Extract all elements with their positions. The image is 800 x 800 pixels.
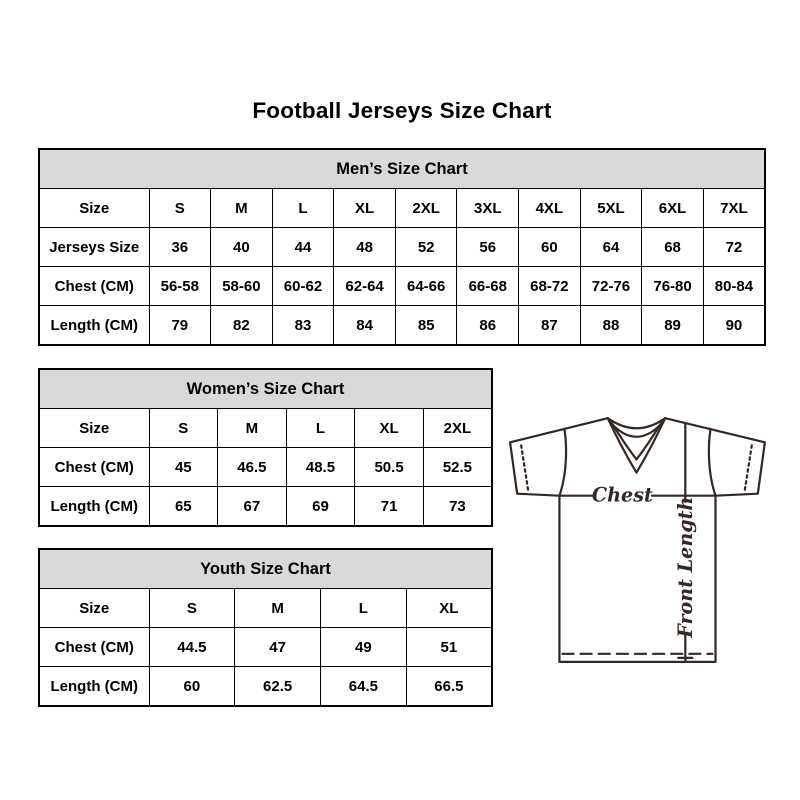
- value-cell: 65: [149, 487, 218, 527]
- size-cell: XL: [406, 589, 492, 628]
- womens-table-title: Women’s Size Chart: [39, 369, 492, 409]
- row-header-cell: Length (CM): [39, 306, 149, 346]
- value-cell: 45: [149, 448, 218, 487]
- jersey-right-armhole-seam: [709, 429, 716, 496]
- youth-size-table: [38, 548, 493, 707]
- value-cell: 76-80: [642, 267, 704, 306]
- value-cell: 90: [703, 306, 765, 346]
- jersey-measurement-diagram: [503, 396, 779, 680]
- row-header-cell: Size: [39, 589, 149, 628]
- value-cell: 46.5: [218, 448, 287, 487]
- value-cell: 69: [286, 487, 355, 527]
- value-cell: 84: [334, 306, 396, 346]
- table-row: [39, 149, 765, 189]
- value-cell: 50.5: [355, 448, 424, 487]
- value-cell: 71: [355, 487, 424, 527]
- size-cell: M: [218, 409, 287, 448]
- page-title: Football Jerseys Size Chart: [252, 98, 552, 123]
- size-cell: S: [149, 409, 218, 448]
- value-cell: 62-64: [334, 267, 396, 306]
- table-row: [39, 487, 492, 527]
- value-cell: 36: [149, 228, 211, 267]
- table-row: [39, 267, 765, 306]
- row-header-cell: Jerseys Size: [39, 228, 149, 267]
- value-cell: 86: [457, 306, 519, 346]
- value-cell: 49: [321, 628, 407, 667]
- table-row: [39, 448, 492, 487]
- size-cell: 4XL: [519, 189, 581, 228]
- value-cell: 64-66: [395, 267, 457, 306]
- womens-size-table: [38, 368, 493, 527]
- row-header-cell: Chest (CM): [39, 448, 149, 487]
- value-cell: 88: [580, 306, 642, 346]
- value-cell: 72-76: [580, 267, 642, 306]
- value-cell: 85: [395, 306, 457, 346]
- value-cell: 79: [149, 306, 211, 346]
- size-cell: L: [272, 189, 334, 228]
- value-cell: 60: [149, 667, 235, 707]
- table-row: [39, 667, 492, 707]
- value-cell: 68-72: [519, 267, 581, 306]
- value-cell: 51: [406, 628, 492, 667]
- size-cell: XL: [334, 189, 396, 228]
- value-cell: 64.5: [321, 667, 407, 707]
- size-cell: L: [286, 409, 355, 448]
- size-cell: M: [211, 189, 273, 228]
- table-row: [39, 369, 492, 409]
- jersey-right-cuff-stitch-dotted: [745, 445, 752, 490]
- value-cell: 68: [642, 228, 704, 267]
- size-cell: M: [235, 589, 321, 628]
- value-cell: 64: [580, 228, 642, 267]
- value-cell: 73: [423, 487, 492, 527]
- size-cell: 3XL: [457, 189, 519, 228]
- value-cell: 66.5: [406, 667, 492, 707]
- value-cell: 52.5: [423, 448, 492, 487]
- size-cell: XL: [355, 409, 424, 448]
- size-cell: 5XL: [580, 189, 642, 228]
- table-row: [39, 228, 765, 267]
- table-row: [39, 628, 492, 667]
- front-length-label: Front Length: [673, 496, 697, 638]
- mens-size-table: [38, 148, 766, 346]
- value-cell: 67: [218, 487, 287, 527]
- value-cell: 44: [272, 228, 334, 267]
- value-cell: 48: [334, 228, 396, 267]
- value-cell: 48.5: [286, 448, 355, 487]
- value-cell: 72: [703, 228, 765, 267]
- row-header-cell: Chest (CM): [39, 267, 149, 306]
- row-header-cell: Length (CM): [39, 487, 149, 527]
- row-header-cell: Size: [39, 409, 149, 448]
- value-cell: 47: [235, 628, 321, 667]
- value-cell: 80-84: [703, 267, 765, 306]
- jersey-left-cuff-stitch-dotted: [521, 445, 528, 490]
- table-row: [39, 189, 765, 228]
- value-cell: 87: [519, 306, 581, 346]
- size-cell: 2XL: [395, 189, 457, 228]
- value-cell: 82: [211, 306, 273, 346]
- value-cell: 52: [395, 228, 457, 267]
- youth-table-title: Youth Size Chart: [39, 549, 492, 589]
- value-cell: 83: [272, 306, 334, 346]
- size-cell: 2XL: [423, 409, 492, 448]
- jersey-collar-outer-v: [608, 418, 665, 472]
- value-cell: 56-58: [149, 267, 211, 306]
- value-cell: 60: [519, 228, 581, 267]
- value-cell: 66-68: [457, 267, 519, 306]
- row-header-cell: Length (CM): [39, 667, 149, 707]
- value-cell: 40: [211, 228, 273, 267]
- table-row: [39, 589, 492, 628]
- size-cell: 6XL: [642, 189, 704, 228]
- value-cell: 44.5: [149, 628, 235, 667]
- size-cell: S: [149, 189, 211, 228]
- value-cell: 56: [457, 228, 519, 267]
- row-header-cell: Chest (CM): [39, 628, 149, 667]
- size-cell: 7XL: [703, 189, 765, 228]
- chest-label: Chest: [591, 483, 653, 507]
- jersey-collar-back-curve: [608, 418, 665, 428]
- table-row: [39, 409, 492, 448]
- mens-table-title: Men’s Size Chart: [39, 149, 765, 189]
- value-cell: 60-62: [272, 267, 334, 306]
- value-cell: 58-60: [211, 267, 273, 306]
- size-cell: L: [321, 589, 407, 628]
- size-cell: S: [149, 589, 235, 628]
- table-row: [39, 549, 492, 589]
- value-cell: 62.5: [235, 667, 321, 707]
- row-header-cell: Size: [39, 189, 149, 228]
- jersey-left-armhole-seam: [559, 429, 566, 496]
- table-row: [39, 306, 765, 346]
- value-cell: 89: [642, 306, 704, 346]
